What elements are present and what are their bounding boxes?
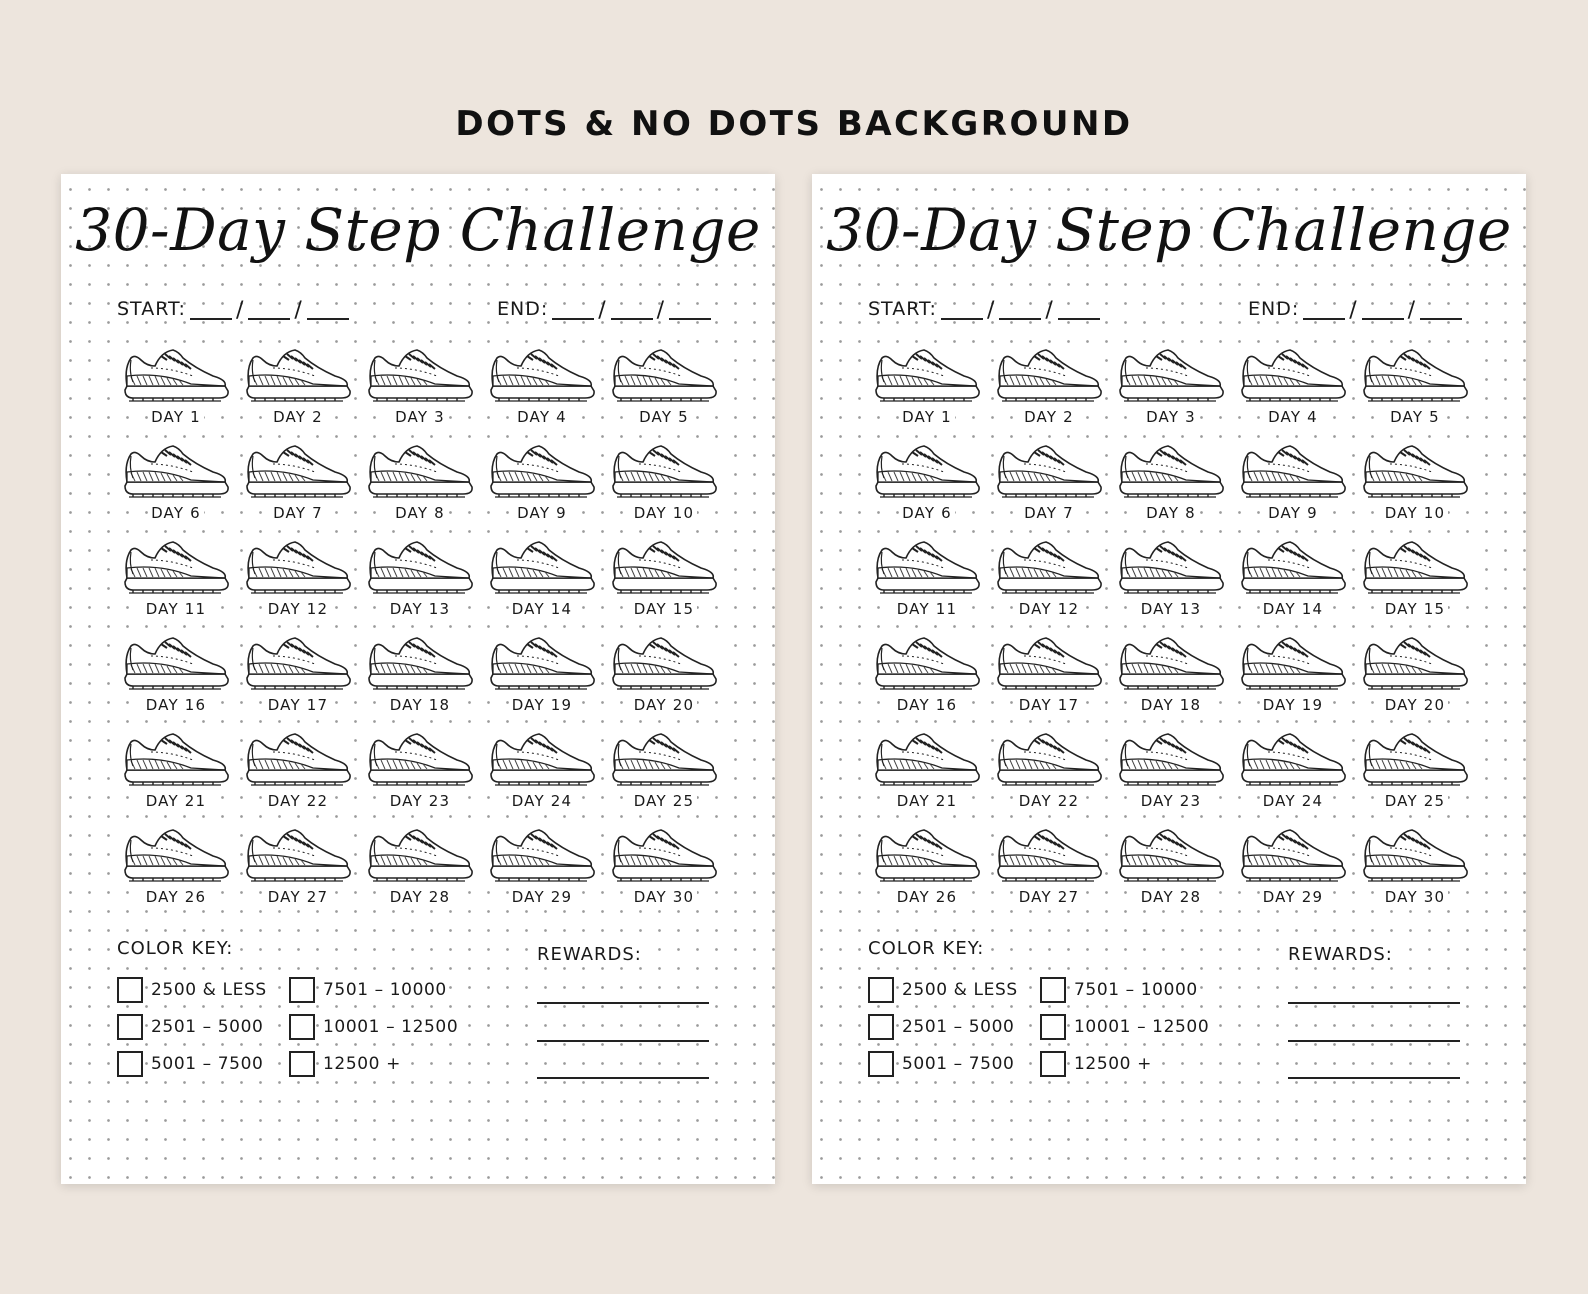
day-cell[interactable] — [1110, 730, 1232, 826]
day-label: DAY 10 — [1382, 504, 1449, 522]
day-cell[interactable] — [115, 634, 237, 730]
day-label: DAY 16 — [894, 696, 961, 714]
day-cell[interactable] — [866, 538, 988, 634]
end-year-blank[interactable] — [669, 302, 711, 320]
sheet-dotted — [61, 174, 775, 1184]
end-month-blank[interactable] — [1362, 302, 1404, 320]
day-cell[interactable] — [1232, 634, 1354, 730]
sneaker-icon[interactable] — [121, 634, 231, 692]
sneaker-icon[interactable] — [487, 634, 597, 692]
day-label: DAY 7 — [1021, 504, 1077, 522]
sneaker-icon[interactable] — [1116, 634, 1226, 692]
color-key-item — [289, 1014, 460, 1040]
color-key-item — [1040, 977, 1200, 1003]
day-label: DAY 22 — [1016, 792, 1083, 810]
day-label: DAY 30 — [631, 888, 698, 906]
day-label: DAY 3 — [1143, 408, 1199, 426]
color-key-item — [117, 1051, 265, 1077]
color-key-checkbox[interactable] — [117, 1014, 143, 1040]
reward-line[interactable] — [537, 1040, 709, 1042]
day-label: DAY 2 — [1021, 408, 1077, 426]
day-label: DAY 22 — [265, 792, 332, 810]
start-date — [868, 298, 1100, 323]
day-cell[interactable] — [603, 730, 725, 826]
sneaker-icon[interactable] — [994, 538, 1104, 596]
color-key-label: 12500 + — [1074, 1054, 1152, 1074]
date-separator: / — [1407, 298, 1417, 323]
day-cell[interactable] — [1110, 634, 1232, 730]
day-cell[interactable] — [1110, 826, 1232, 922]
reward-line[interactable] — [1288, 1002, 1460, 1004]
color-key-checkbox[interactable] — [1040, 1051, 1066, 1077]
color-key-item — [1040, 1051, 1154, 1077]
day-label: DAY 12 — [1016, 600, 1083, 618]
day-label: DAY 24 — [509, 792, 576, 810]
rewards-title: REWARDS: — [1288, 944, 1393, 965]
sneaker-icon[interactable] — [487, 826, 597, 884]
sneaker-icon[interactable] — [365, 442, 475, 500]
day-label: DAY 14 — [509, 600, 576, 618]
start-day-blank[interactable] — [190, 302, 232, 320]
color-key-checkbox[interactable] — [289, 1051, 315, 1077]
sneaker-icon[interactable] — [994, 442, 1104, 500]
start-month-blank[interactable] — [248, 302, 290, 320]
day-label: DAY 10 — [631, 504, 698, 522]
day-label: DAY 19 — [509, 696, 576, 714]
sneaker-icon[interactable] — [1238, 442, 1348, 500]
rewards-title: REWARDS: — [537, 944, 642, 965]
day-cell[interactable] — [481, 826, 603, 922]
color-key-item — [289, 977, 449, 1003]
day-label: DAY 9 — [1265, 504, 1321, 522]
sneaker-icon[interactable] — [243, 634, 353, 692]
end-label: END: — [1248, 298, 1300, 320]
sneaker-icon[interactable] — [994, 826, 1104, 884]
color-key-checkbox[interactable] — [868, 1051, 894, 1077]
sneaker-icon[interactable] — [243, 538, 353, 596]
date-separator: / — [1349, 298, 1358, 323]
day-cell[interactable] — [1354, 826, 1476, 922]
day-cell[interactable] — [988, 730, 1110, 826]
day-label: DAY 21 — [894, 792, 961, 810]
sneaker-icon[interactable] — [1238, 634, 1348, 692]
day-label: DAY 4 — [514, 408, 570, 426]
day-label: DAY 11 — [894, 600, 961, 618]
start-label: START: — [868, 298, 937, 320]
sneaker-icon[interactable] — [121, 346, 231, 404]
sneaker-icon[interactable] — [243, 826, 353, 884]
color-key-item — [1040, 1014, 1211, 1040]
day-cell[interactable] — [866, 634, 988, 730]
day-cell[interactable] — [359, 634, 481, 730]
sneaker-icon[interactable] — [1360, 634, 1470, 692]
sneaker-icon[interactable] — [487, 538, 597, 596]
day-label: DAY 20 — [631, 696, 698, 714]
day-cell[interactable] — [1110, 442, 1232, 538]
sneaker-icon[interactable] — [121, 538, 231, 596]
day-cell[interactable] — [359, 442, 481, 538]
color-key-checkbox[interactable] — [868, 1014, 894, 1040]
day-label: DAY 8 — [392, 504, 448, 522]
day-cell[interactable] — [359, 826, 481, 922]
day-label: DAY 12 — [265, 600, 332, 618]
day-cell[interactable] — [988, 826, 1110, 922]
date-separator: / — [235, 298, 245, 323]
end-date — [497, 298, 711, 323]
day-grid — [115, 346, 725, 922]
day-cell[interactable] — [237, 634, 359, 730]
sneaker-icon[interactable] — [243, 346, 353, 404]
day-cell[interactable] — [1354, 634, 1476, 730]
day-label: DAY 13 — [387, 600, 454, 618]
day-cell[interactable] — [1110, 538, 1232, 634]
end-label: END: — [497, 298, 549, 320]
day-label: DAY 14 — [1260, 600, 1327, 618]
sneaker-icon[interactable] — [609, 538, 719, 596]
day-label: DAY 16 — [143, 696, 210, 714]
day-label: DAY 20 — [1382, 696, 1449, 714]
sheet-title: 30-Day Step Challenge — [75, 196, 761, 264]
day-cell[interactable] — [603, 346, 725, 442]
day-cell[interactable] — [1232, 346, 1354, 442]
day-cell[interactable] — [115, 730, 237, 826]
day-cell[interactable] — [603, 442, 725, 538]
color-key-checkbox[interactable] — [117, 1051, 143, 1077]
day-label: DAY 28 — [387, 888, 454, 906]
sneaker-icon[interactable] — [1360, 538, 1470, 596]
end-month-blank[interactable] — [611, 302, 653, 320]
sneaker-icon[interactable] — [1360, 730, 1470, 788]
sneaker-icon[interactable] — [1360, 346, 1470, 404]
sneaker-icon[interactable] — [121, 442, 231, 500]
color-key-label: 10001 – 12500 — [1074, 1017, 1210, 1037]
color-key-checkbox[interactable] — [1040, 1014, 1066, 1040]
day-label: DAY 19 — [1260, 696, 1327, 714]
day-cell[interactable] — [115, 346, 237, 442]
day-cell[interactable] — [237, 730, 359, 826]
sneaker-icon[interactable] — [365, 826, 475, 884]
day-label: DAY 6 — [148, 504, 204, 522]
day-cell[interactable] — [237, 538, 359, 634]
start-label: START: — [117, 298, 186, 320]
sneaker-icon[interactable] — [872, 634, 982, 692]
day-cell[interactable] — [481, 538, 603, 634]
day-cell[interactable] — [1354, 346, 1476, 442]
day-cell[interactable] — [988, 346, 1110, 442]
day-label: DAY 24 — [1260, 792, 1327, 810]
day-label: DAY 28 — [1138, 888, 1205, 906]
day-cell[interactable] — [1232, 826, 1354, 922]
sneaker-icon[interactable] — [243, 730, 353, 788]
sneaker-icon[interactable] — [1116, 730, 1226, 788]
day-cell[interactable] — [603, 826, 725, 922]
day-label: DAY 27 — [265, 888, 332, 906]
day-cell[interactable] — [359, 730, 481, 826]
day-cell[interactable] — [1354, 730, 1476, 826]
date-separator: / — [986, 298, 996, 323]
day-grid — [866, 346, 1476, 922]
day-label: DAY 29 — [509, 888, 576, 906]
day-label: DAY 17 — [265, 696, 332, 714]
sneaker-icon[interactable] — [994, 634, 1104, 692]
day-label: DAY 23 — [1138, 792, 1205, 810]
day-cell[interactable] — [866, 442, 988, 538]
day-label: DAY 23 — [387, 792, 454, 810]
color-key-label: 12500 + — [323, 1054, 401, 1074]
color-key-item — [868, 1051, 1016, 1077]
sheet-dotted-2 — [812, 174, 1526, 1184]
sneaker-icon[interactable] — [365, 634, 475, 692]
day-label: DAY 25 — [1382, 792, 1449, 810]
sneaker-icon[interactable] — [487, 442, 597, 500]
color-key-checkbox[interactable] — [868, 977, 894, 1003]
color-key-label: 5001 – 7500 — [902, 1054, 1015, 1074]
sneaker-icon[interactable] — [1238, 826, 1348, 884]
day-label: DAY 1 — [148, 408, 204, 426]
sneaker-icon[interactable] — [872, 346, 982, 404]
color-key-checkbox[interactable] — [117, 977, 143, 1003]
reward-line[interactable] — [1288, 1040, 1460, 1042]
color-key-checkbox[interactable] — [289, 977, 315, 1003]
end-year-blank[interactable] — [1420, 302, 1462, 320]
day-cell[interactable] — [603, 634, 725, 730]
color-key-label: 2500 & LESS — [902, 980, 1018, 1000]
sneaker-icon[interactable] — [365, 346, 475, 404]
day-label: DAY 5 — [636, 408, 692, 426]
color-key-label: 2500 & LESS — [151, 980, 267, 1000]
color-key-title: COLOR KEY: — [868, 938, 985, 959]
sneaker-icon[interactable] — [872, 538, 982, 596]
day-label: DAY 9 — [514, 504, 570, 522]
sneaker-icon[interactable] — [1116, 826, 1226, 884]
color-key-item — [868, 977, 1020, 1003]
sneaker-icon[interactable] — [609, 634, 719, 692]
color-key-item — [289, 1051, 403, 1077]
day-label: DAY 18 — [387, 696, 454, 714]
day-cell[interactable] — [1110, 346, 1232, 442]
sneaker-icon[interactable] — [872, 826, 982, 884]
day-label: DAY 15 — [1382, 600, 1449, 618]
start-month-blank[interactable] — [999, 302, 1041, 320]
day-label: DAY 15 — [631, 600, 698, 618]
sneaker-icon[interactable] — [1238, 346, 1348, 404]
start-year-blank[interactable] — [1058, 302, 1100, 320]
day-label: DAY 25 — [631, 792, 698, 810]
color-key-label: 2501 – 5000 — [151, 1017, 264, 1037]
date-separator: / — [1045, 298, 1054, 323]
color-key-label: 7501 – 10000 — [1074, 980, 1198, 1000]
sneaker-icon[interactable] — [487, 346, 597, 404]
day-label: DAY 7 — [270, 504, 326, 522]
day-label: DAY 17 — [1016, 696, 1083, 714]
sneaker-icon[interactable] — [1360, 826, 1470, 884]
color-key-label: 7501 – 10000 — [323, 980, 447, 1000]
day-label: DAY 8 — [1143, 504, 1199, 522]
date-separator: / — [294, 298, 303, 323]
day-cell[interactable] — [359, 346, 481, 442]
day-label: DAY 2 — [270, 408, 326, 426]
sneaker-icon[interactable] — [872, 730, 982, 788]
day-cell[interactable] — [237, 442, 359, 538]
day-label: DAY 30 — [1382, 888, 1449, 906]
day-cell[interactable] — [481, 346, 603, 442]
day-cell[interactable] — [1354, 538, 1476, 634]
day-cell[interactable] — [359, 538, 481, 634]
sneaker-icon[interactable] — [1116, 442, 1226, 500]
day-label: DAY 4 — [1265, 408, 1321, 426]
color-key-label: 2501 – 5000 — [902, 1017, 1015, 1037]
day-cell[interactable] — [988, 634, 1110, 730]
color-key-label: 5001 – 7500 — [151, 1054, 264, 1074]
day-cell[interactable] — [237, 346, 359, 442]
reward-line[interactable] — [1288, 1077, 1460, 1079]
sneaker-icon[interactable] — [121, 730, 231, 788]
day-cell[interactable] — [115, 826, 237, 922]
color-key-checkbox[interactable] — [1040, 977, 1066, 1003]
sneaker-icon[interactable] — [994, 346, 1104, 404]
start-year-blank[interactable] — [307, 302, 349, 320]
day-cell[interactable] — [866, 346, 988, 442]
start-date — [117, 298, 349, 323]
day-label: DAY 29 — [1260, 888, 1327, 906]
day-cell[interactable] — [115, 538, 237, 634]
end-date — [1248, 298, 1462, 323]
sneaker-icon[interactable] — [121, 826, 231, 884]
end-day-blank[interactable] — [552, 302, 594, 320]
day-label: DAY 1 — [899, 408, 955, 426]
day-cell[interactable] — [603, 538, 725, 634]
sneaker-icon[interactable] — [365, 538, 475, 596]
sneaker-icon[interactable] — [994, 730, 1104, 788]
day-label: DAY 27 — [1016, 888, 1083, 906]
day-cell[interactable] — [1354, 442, 1476, 538]
day-label: DAY 13 — [1138, 600, 1205, 618]
sneaker-icon[interactable] — [609, 346, 719, 404]
day-label: DAY 18 — [1138, 696, 1205, 714]
day-cell[interactable] — [115, 442, 237, 538]
day-cell[interactable] — [866, 730, 988, 826]
color-key-item — [117, 1014, 265, 1040]
day-label: DAY 3 — [392, 408, 448, 426]
sneaker-icon[interactable] — [609, 442, 719, 500]
reward-line[interactable] — [537, 1002, 709, 1004]
date-separator: / — [656, 298, 666, 323]
day-label: DAY 26 — [143, 888, 210, 906]
day-cell[interactable] — [481, 442, 603, 538]
sneaker-icon[interactable] — [609, 826, 719, 884]
sheet-title: 30-Day Step Challenge — [826, 196, 1512, 264]
sneaker-icon[interactable] — [609, 730, 719, 788]
day-cell[interactable] — [1232, 730, 1354, 826]
sneaker-icon[interactable] — [1238, 730, 1348, 788]
end-day-blank[interactable] — [1303, 302, 1345, 320]
day-cell[interactable] — [1232, 442, 1354, 538]
day-cell[interactable] — [481, 730, 603, 826]
sneaker-icon[interactable] — [487, 730, 597, 788]
color-key-item — [868, 1014, 1016, 1040]
day-label: DAY 21 — [143, 792, 210, 810]
sneaker-icon[interactable] — [1116, 538, 1226, 596]
color-key-item — [117, 977, 269, 1003]
color-key-title: COLOR KEY: — [117, 938, 234, 959]
day-label: DAY 11 — [143, 600, 210, 618]
day-cell[interactable] — [988, 442, 1110, 538]
color-key-label: 10001 – 12500 — [323, 1017, 459, 1037]
day-label: DAY 5 — [1387, 408, 1443, 426]
day-label: DAY 26 — [894, 888, 961, 906]
banner-title: DOTS & NO DOTS BACKGROUND — [455, 104, 1133, 144]
sneaker-icon[interactable] — [872, 442, 982, 500]
date-separator: / — [598, 298, 607, 323]
reward-line[interactable] — [537, 1077, 709, 1079]
sneaker-icon[interactable] — [1116, 346, 1226, 404]
sneaker-icon[interactable] — [243, 442, 353, 500]
sneaker-icon[interactable] — [1238, 538, 1348, 596]
sneaker-icon[interactable] — [1360, 442, 1470, 500]
day-cell[interactable] — [481, 634, 603, 730]
day-label: DAY 6 — [899, 504, 955, 522]
day-cell[interactable] — [237, 826, 359, 922]
sneaker-icon[interactable] — [365, 730, 475, 788]
day-cell[interactable] — [1232, 538, 1354, 634]
color-key-checkbox[interactable] — [289, 1014, 315, 1040]
day-cell[interactable] — [988, 538, 1110, 634]
day-cell[interactable] — [866, 826, 988, 922]
start-day-blank[interactable] — [941, 302, 983, 320]
